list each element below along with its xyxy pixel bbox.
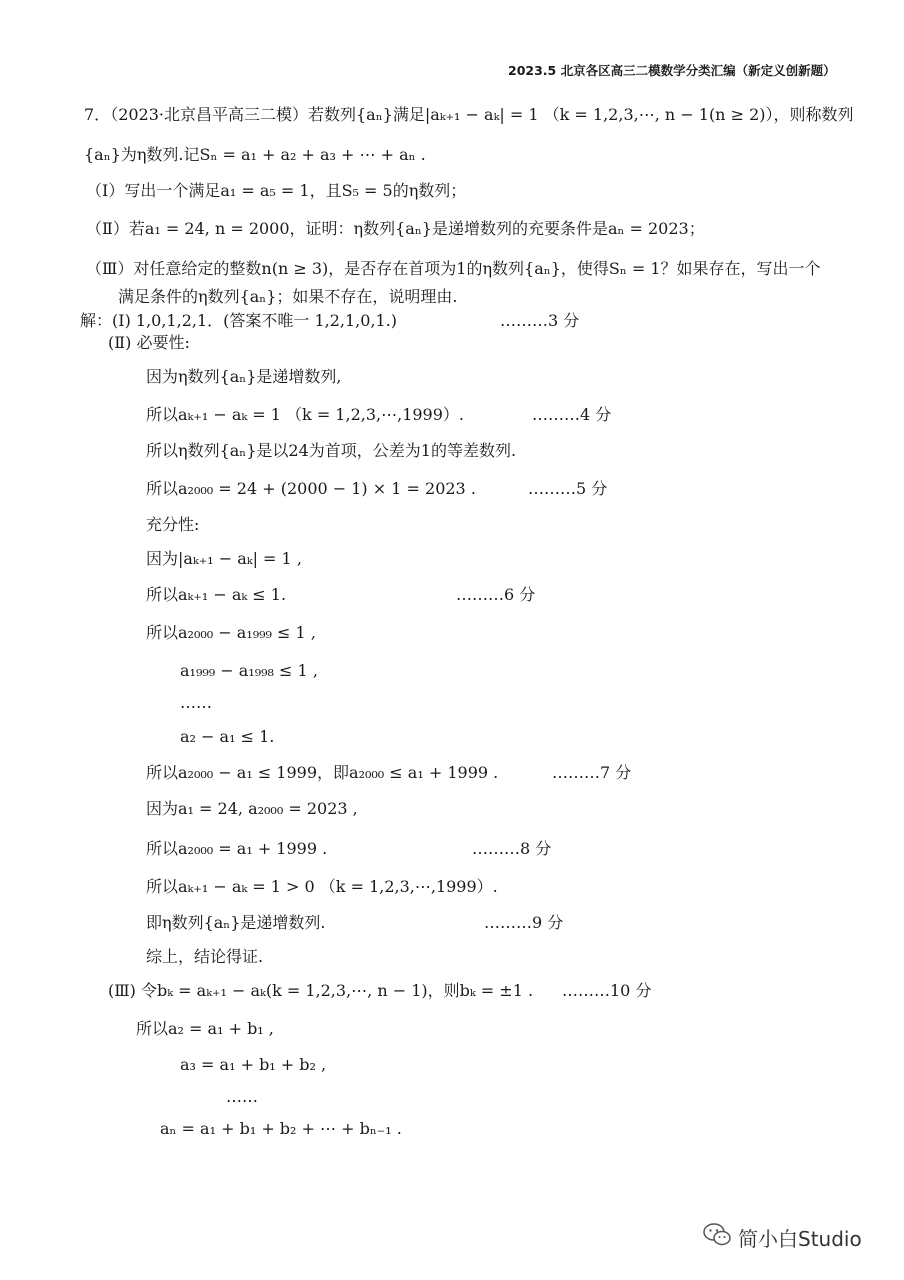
solution-line: …… — [180, 693, 212, 712]
solution-line: 解：(Ⅰ) 1,0,1,2,1．(答案不唯一 1,2,1,0,1.) — [80, 311, 398, 330]
solution-line: 即η数列{aₙ}是递增数列. — [146, 913, 326, 932]
solution-score: ………10 分 — [562, 981, 652, 1000]
solution-line: 因为|aₖ₊₁ − aₖ| = 1 , — [146, 549, 302, 568]
watermark — [702, 1222, 862, 1253]
solution-line: 所以a₂₀₀₀ − a₁ ≤ 1999，即a₂₀₀₀ ≤ a₁ + 1999 . — [146, 763, 499, 782]
solution-score: ………6 分 — [456, 585, 536, 604]
solution-line: 所以aₖ₊₁ − aₖ = 1 （k = 1,2,3,⋯,1999）. — [146, 405, 464, 424]
solution-score: ………5 分 — [528, 479, 608, 498]
problem-stem-1: 若数列{aₙ}满足|aₖ₊₁ − aₖ| = 1 （k = 1,2,3,⋯, n − 1(n ≥ 2)），则称数列 — [308, 105, 854, 124]
solution-line: 因为a₁ = 24, a₂₀₀₀ = 2023 , — [146, 799, 358, 818]
solution-line: 所以a₂₀₀₀ = a₁ + 1999 . — [146, 839, 328, 858]
solution-line: 因为η数列{aₙ}是递增数列, — [146, 367, 342, 386]
solution-line: 所以aₖ₊₁ − aₖ = 1 > 0 （k = 1,2,3,⋯,1999）. — [146, 877, 498, 896]
solution-line: a₂ − a₁ ≤ 1. — [180, 727, 275, 746]
problem-part-3-line-2: 满足条件的η数列{aₙ}；如果不存在，说明理由. — [118, 287, 458, 306]
solution-score: ………3 分 — [500, 311, 580, 330]
problem-stem-line-1 — [84, 104, 854, 126]
solution-line: a₁₉₉₉ − a₁₉₉₈ ≤ 1 , — [180, 661, 318, 680]
wechat-icon — [702, 1222, 732, 1253]
problem-stem-line-2: {aₙ}为η数列.记Sₙ = a₁ + a₂ + a₃ + ⋯ + aₙ . — [84, 145, 426, 164]
page-header: 2023.5 北京各区高三二模数学分类汇编（新定义创新题） — [508, 63, 836, 78]
problem-part-3-line-1: （Ⅲ）对任意给定的整数n(n ≥ 3)，是否存在首项为1的η数列{aₙ}，使得Sₙ = 1？如果存在，写出一个 — [86, 259, 821, 278]
problem-part-2: （Ⅱ）若a₁ = 24, n = 2000，证明：η数列{aₙ}是递增数列的充要条件是aₙ = 2023； — [86, 219, 705, 238]
solution-line: 所以aₖ₊₁ − aₖ ≤ 1. — [146, 585, 287, 604]
solution-line: 充分性: — [146, 515, 200, 534]
solution-line: 所以a₂ = a₁ + b₁ , — [136, 1019, 274, 1038]
solution-line: (Ⅱ) 必要性: — [108, 333, 190, 352]
solution-line: 综上，结论得证. — [146, 947, 264, 966]
solution-score: ………4 分 — [532, 405, 612, 424]
solution-score: ………8 分 — [472, 839, 552, 858]
problem-part-1: （Ⅰ）写出一个满足a₁ = a₅ = 1，且S₅ = 5的η数列； — [86, 181, 467, 200]
solution-line: 所以a₂₀₀₀ = 24 + (2000 − 1) × 1 = 2023 . — [146, 479, 476, 498]
solution-line: (Ⅲ) 令bₖ = aₖ₊₁ − aₖ(k = 1,2,3,⋯, n − 1)，则bₖ = ±1 . — [108, 981, 534, 1000]
problem-number: 7． — [84, 105, 111, 124]
solution-line: 所以a₂₀₀₀ − a₁₉₉₉ ≤ 1 , — [146, 623, 316, 642]
solution-line: 所以η数列{aₙ}是以24为首项，公差为1的等差数列. — [146, 441, 517, 460]
solution-line: …… — [226, 1087, 258, 1106]
solution-score: ………7 分 — [552, 763, 632, 782]
problem-source: （2023·北京昌平高三二模） — [110, 105, 308, 124]
solution-line: a₃ = a₁ + b₁ + b₂ , — [180, 1055, 327, 1074]
solution-score: ………9 分 — [484, 913, 564, 932]
solution-line: aₙ = a₁ + b₁ + b₂ + ⋯ + bₙ₋₁ . — [160, 1119, 402, 1138]
watermark-text: 简小白Studio — [738, 1227, 862, 1251]
